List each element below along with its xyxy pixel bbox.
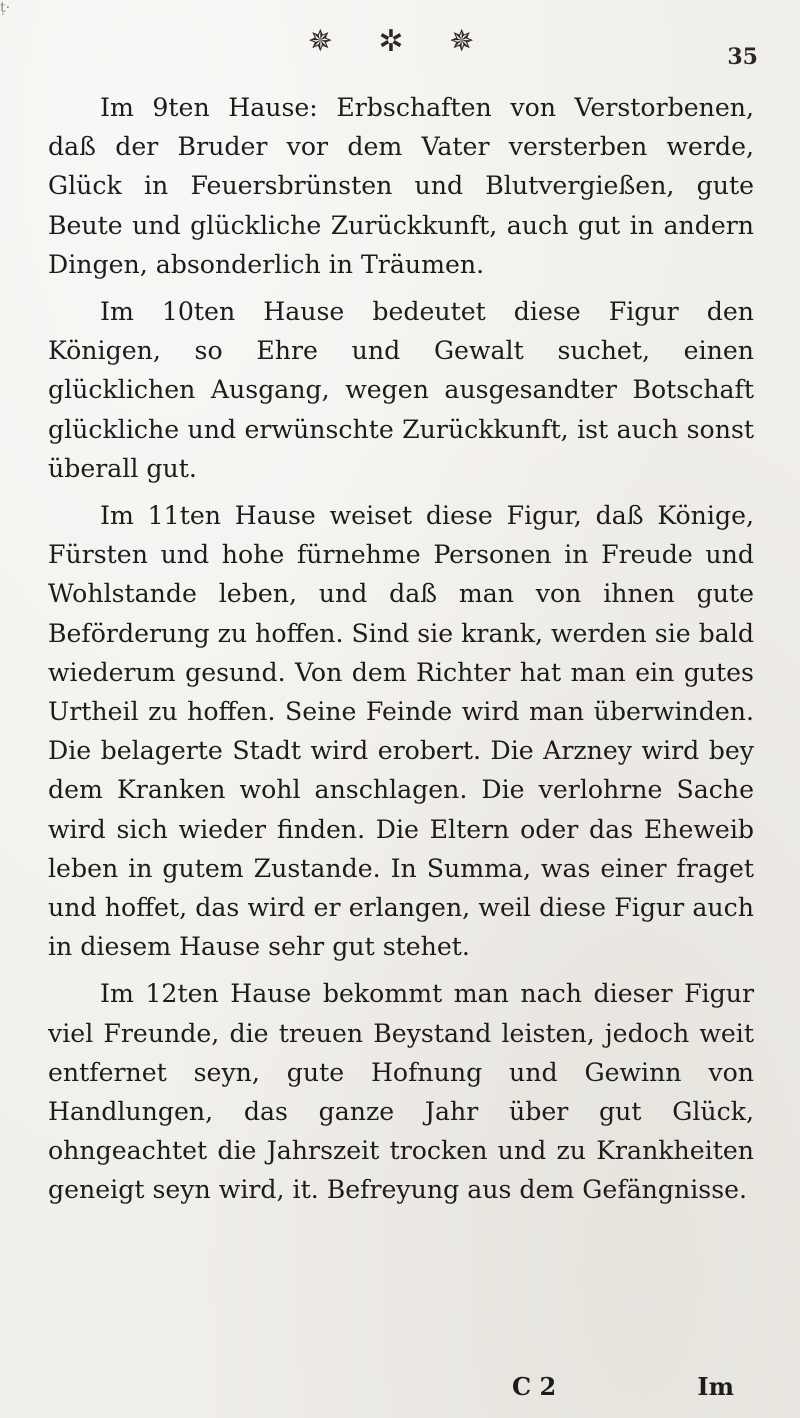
header-ornament: ✵ ✲ ✵ [307, 24, 493, 59]
paragraph-house-11: Im 11ten Hause weiset diese Figur, daß Könige, Fürsten und hohe fürnehme Personen in Freude und Wohlstande leben, und daß man von ihnen gute Beförderung zu hoffen. Sind sie krank, werden sie bald wiederum gesund. Von dem Richter hat man ein gutes Urtheil zu hoffen. Seine Feinde wird man überwinden. Die belagerte Stadt wird erobert. Die Arzney wird bey dem Kranken wohl anschlagen. Die verlohrne Sache wird sich wieder finden. Die Eltern oder das Eheweib leben in gutem Zustande. In Summa, was einer fraget und hoffet, das wird er erlangen, weil diese Figur auch in diesem Hause sehr gut stehet. [48, 501, 754, 962]
corner-mark: ț· [0, 0, 11, 16]
paragraph-house-10: Im 10ten Hause bedeutet diese Figur den Königen, so Ehre und Gewalt suchet, einen glücklichen Ausgang, wegen ausgesandter Botschaft glückliche und erwünschte Zurückkunft, ist auch sonst überall gut. [48, 297, 754, 483]
body-text [48, 88, 754, 1210]
paragraph-house-12: Im 12ten Hause bekommt man nach dieser Figur viel Freunde, die treuen Beystand leisten, jedoch weit entfernet seyn, gute Hofnung und Gewinn von Handlungen, das ganze Jahr über gut Glück, ohngeachtet die Jahrszeit trocken und zu Krankheiten geneigt seyn wird, it. Befreyung aus dem Gefängnisse. [48, 979, 754, 1205]
signature-mark: C 2 [512, 1372, 557, 1401]
page-number: 35 [727, 44, 758, 70]
catchword: Im [697, 1372, 734, 1401]
paragraph-house-9: Im 9ten Hause: Erbschaften von Verstorbenen, daß der Bruder vor dem Vater versterben werde, Glück in Feuersbrünsten und Blutvergießen, gute Beute und glückliche Zurückkunft, auch gut in andern Dingen, absonderlich in Träumen. [48, 93, 754, 279]
